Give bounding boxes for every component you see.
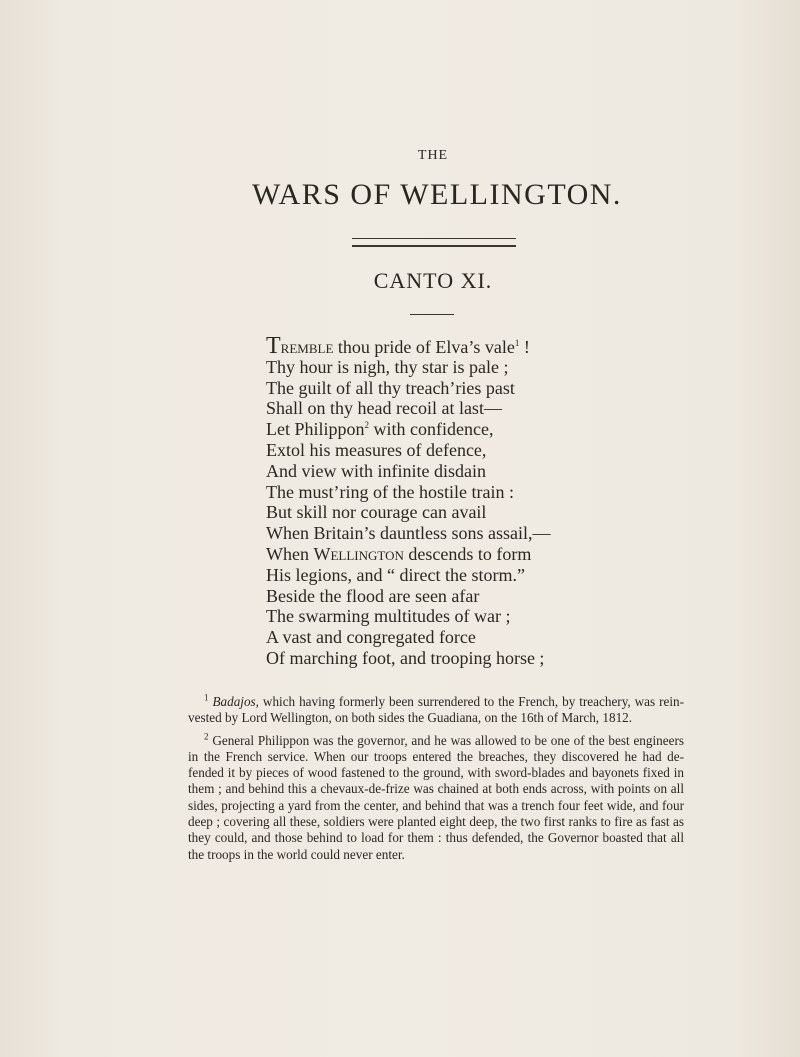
footnote-1 — [188, 694, 684, 727]
poem-line-1-end: ! — [519, 337, 530, 357]
poem-line-5 — [266, 419, 686, 440]
footnote-2-marker: 2 — [204, 731, 209, 742]
poem-line-7: And view with infinite disdain — [266, 460, 486, 481]
poem-line-6: Extol his measures of defence, — [266, 439, 487, 460]
footnotes — [188, 694, 684, 869]
poem-line-12: His legions, and “ direct the storm.” — [266, 564, 525, 585]
title-divider — [352, 238, 516, 247]
canto-heading: CANTO XI. — [373, 268, 493, 293]
poem-line-13: Beside the flood are seen afar — [266, 585, 480, 606]
footnote-2 — [188, 733, 684, 863]
poem-line-4: Shall on thy head recoil at last— — [266, 398, 502, 419]
poem-line-8: The must’ring of the hostile train : — [266, 481, 514, 502]
poem-line-11-name: Wellington — [313, 543, 404, 564]
poem-line-5-b: with confidence, — [369, 419, 494, 440]
poem-line-5-a: Let Philippon — [266, 419, 365, 440]
footnote-1-marker: 1 — [204, 692, 209, 703]
poem-line-16: Of marching foot, and trooping horse ; — [266, 647, 545, 668]
title-prefix: THE — [417, 148, 449, 163]
poem-line-14: The swarming multitudes of war ; — [266, 606, 511, 627]
footnote-ref-1: 1 — [514, 338, 520, 348]
footnote-1-place: Badajos, — [212, 694, 259, 709]
poem-line-2: Thy hour is nigh, thy star is pale ; — [266, 356, 509, 377]
initial-letter: T — [266, 333, 281, 359]
poem-line-10: When Britain’s dauntless sons assail,— — [266, 523, 551, 544]
canto-divider — [410, 314, 454, 315]
poem — [266, 333, 686, 669]
poem-line-15: A vast and congregated force — [266, 627, 476, 648]
poem-line-11 — [266, 544, 686, 565]
page-title: WARS OF WELLINGTON. — [252, 178, 622, 211]
poem-line-3: The guilt of all thy treach’ries past — [266, 377, 515, 398]
footnote-1-text: which having formerly been surrendered to the French, by treachery, was rein-vested by Lord Wellington, on both sides the Guadiana, on the 16th of March, 1812. — [188, 694, 685, 726]
poem-line-1 — [266, 333, 686, 359]
poem-line-11-b: descends to form — [403, 543, 532, 564]
poem-line-11-a: When — [266, 543, 314, 564]
footnote-ref-2: 2 — [364, 420, 369, 431]
poem-line-1-text: thou pride of Elva’s vale — [333, 337, 515, 357]
opening-word-rest: remble — [280, 337, 334, 357]
footnote-2-text: General Philippon was the governor, and he was allowed to be one of the best engineers in the French service. When our troops entered the breaches, they discovered he had de-fended it by pieces of wood fastened to the ground, with sword-blades and bayonets fixed in them ; and behind this a chevaux-de-frize was chained at both ends across, with points on all sides, projecting a yard from the center, and behind that was a trench four feet wide, and four deep ; covering all these, soldiers were planted eight deep, the two first ranks to fire as fast as they could, and those behind to load for them : thus defended, the Governor boasted that all the troops in the world could never enter. — [188, 732, 684, 862]
poem-line-9: But skill nor courage can avail — [266, 502, 487, 523]
